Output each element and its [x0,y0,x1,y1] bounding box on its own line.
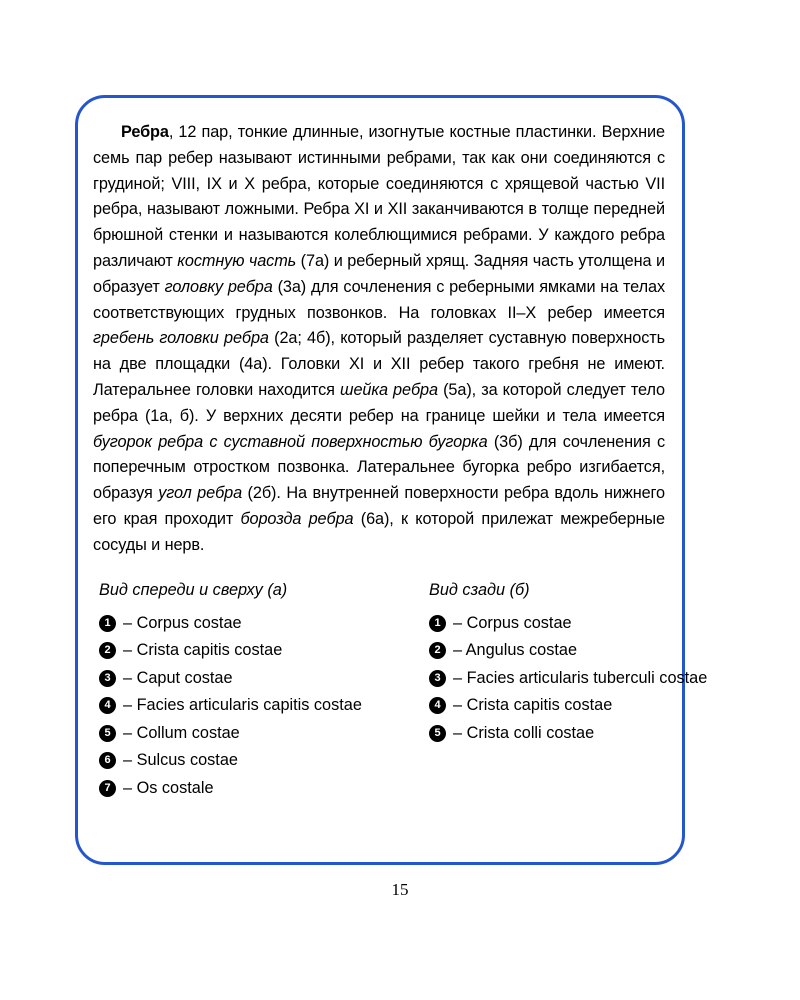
list-item [99,669,429,688]
term-list-back [429,614,707,743]
term-list-front [99,614,429,798]
number-badge: 5 [429,725,446,742]
term-columns [93,580,708,807]
item-label: – Crista colli costae [453,723,595,742]
list-item [99,751,429,770]
list-item [99,696,429,715]
column-back-view [429,581,707,807]
paragraph-segment: (3а) для сочленения с реберными ямками на телах соответствующих грудных позвонков. На головках II–X ребер имеется [93,277,665,322]
number-badge: 2 [429,642,446,659]
list-item [429,724,707,743]
number-badge: 2 [99,642,116,659]
item-label: – Caput costae [123,668,233,687]
item-label: – Facies articularis tuberculi costae [453,668,708,687]
paragraph-segment: головку ребра [164,277,273,296]
paragraph-segment: (2б). На внутренней поверхности ребра вдоль нижнего его края проходит [93,484,665,528]
paragraph-segment: (7а) и реберный хрящ. Задняя часть утолщена и образует [93,251,665,296]
list-item [429,696,707,715]
column-heading-back: Вид сзади (б) [429,580,530,599]
number-badge: 3 [429,670,446,687]
paragraph-segment: бугорок ребра с суставной поверхностью бугорка [93,432,488,451]
paragraph-segment: борозда ребра [240,509,354,528]
list-item [99,614,429,633]
number-badge: 5 [99,725,116,742]
number-badge: 4 [99,697,116,714]
paragraph-segment: (5а), за которой следует тело ребра (1а, б). У верхних десяти ребер на границе шейки и тела имеется [93,380,665,425]
item-label: – Corpus costae [453,613,572,632]
list-item [99,779,429,798]
item-label: – Crista capitis costae [123,641,283,660]
paragraph-segment: шейка ребра [340,380,438,399]
paragraph-segment: гребень головки ребра [93,329,269,348]
number-badge: 6 [99,752,116,769]
paragraph-segment: (6а), к которой прилежат межреберные сосуды и нерв. [93,509,665,554]
number-badge: 4 [429,697,446,714]
item-label: – Angulus costae [453,641,578,660]
list-item [99,641,429,660]
item-label: – Sulcus costae [123,751,238,770]
number-badge: 7 [99,780,116,797]
page-number: 15 [391,880,409,899]
item-label: – Corpus costae [123,613,242,632]
paragraph-segment: (3б) для сочленения с поперечным отростком позвонка. Латеральнее бугорка ребро изгибается, образуя [93,432,665,503]
item-label: – Facies articularis capitis costae [123,696,362,715]
number-badge: 3 [99,670,116,687]
column-front-view [99,581,429,807]
list-item [429,641,707,660]
column-heading-front: Вид спереди и сверху (а) [99,580,288,599]
bordered-content-box [75,95,708,865]
paragraph-segment: (2а; 4б), который разделяет суставную поверхность на две площадки (4а). Головки XI и XII ребер такого гребня не имеют. Латеральнее головки находится [93,329,665,399]
paragraph-segment: костную часть [177,251,297,270]
item-label: – Collum costae [123,723,240,742]
main-paragraph [93,120,665,559]
list-item [429,669,707,688]
number-badge: 1 [429,615,446,632]
list-item [99,724,429,743]
item-label: – Crista capitis costae [453,696,613,715]
paragraph-segment: , 12 пар, тонкие длинные, изогнутые костные пластинки. Верхние семь пар ребер называют истинными ребрами, так как они соединяются с грудиной; VIII, IX и X ребра, которые соединяются с хрящевой частью VII ребра, называют ложными. Ребра XI и XII заканчиваются в толще передней брюшной стенки и называются колеблющимися ребрами. У каждого ребра различают [93,123,665,270]
list-item [429,614,707,633]
paragraph-segment: угол ребра [158,484,243,503]
paragraph-segment: Ребра [121,123,169,141]
number-badge: 1 [99,615,116,632]
item-label: – Os costale [123,778,214,797]
